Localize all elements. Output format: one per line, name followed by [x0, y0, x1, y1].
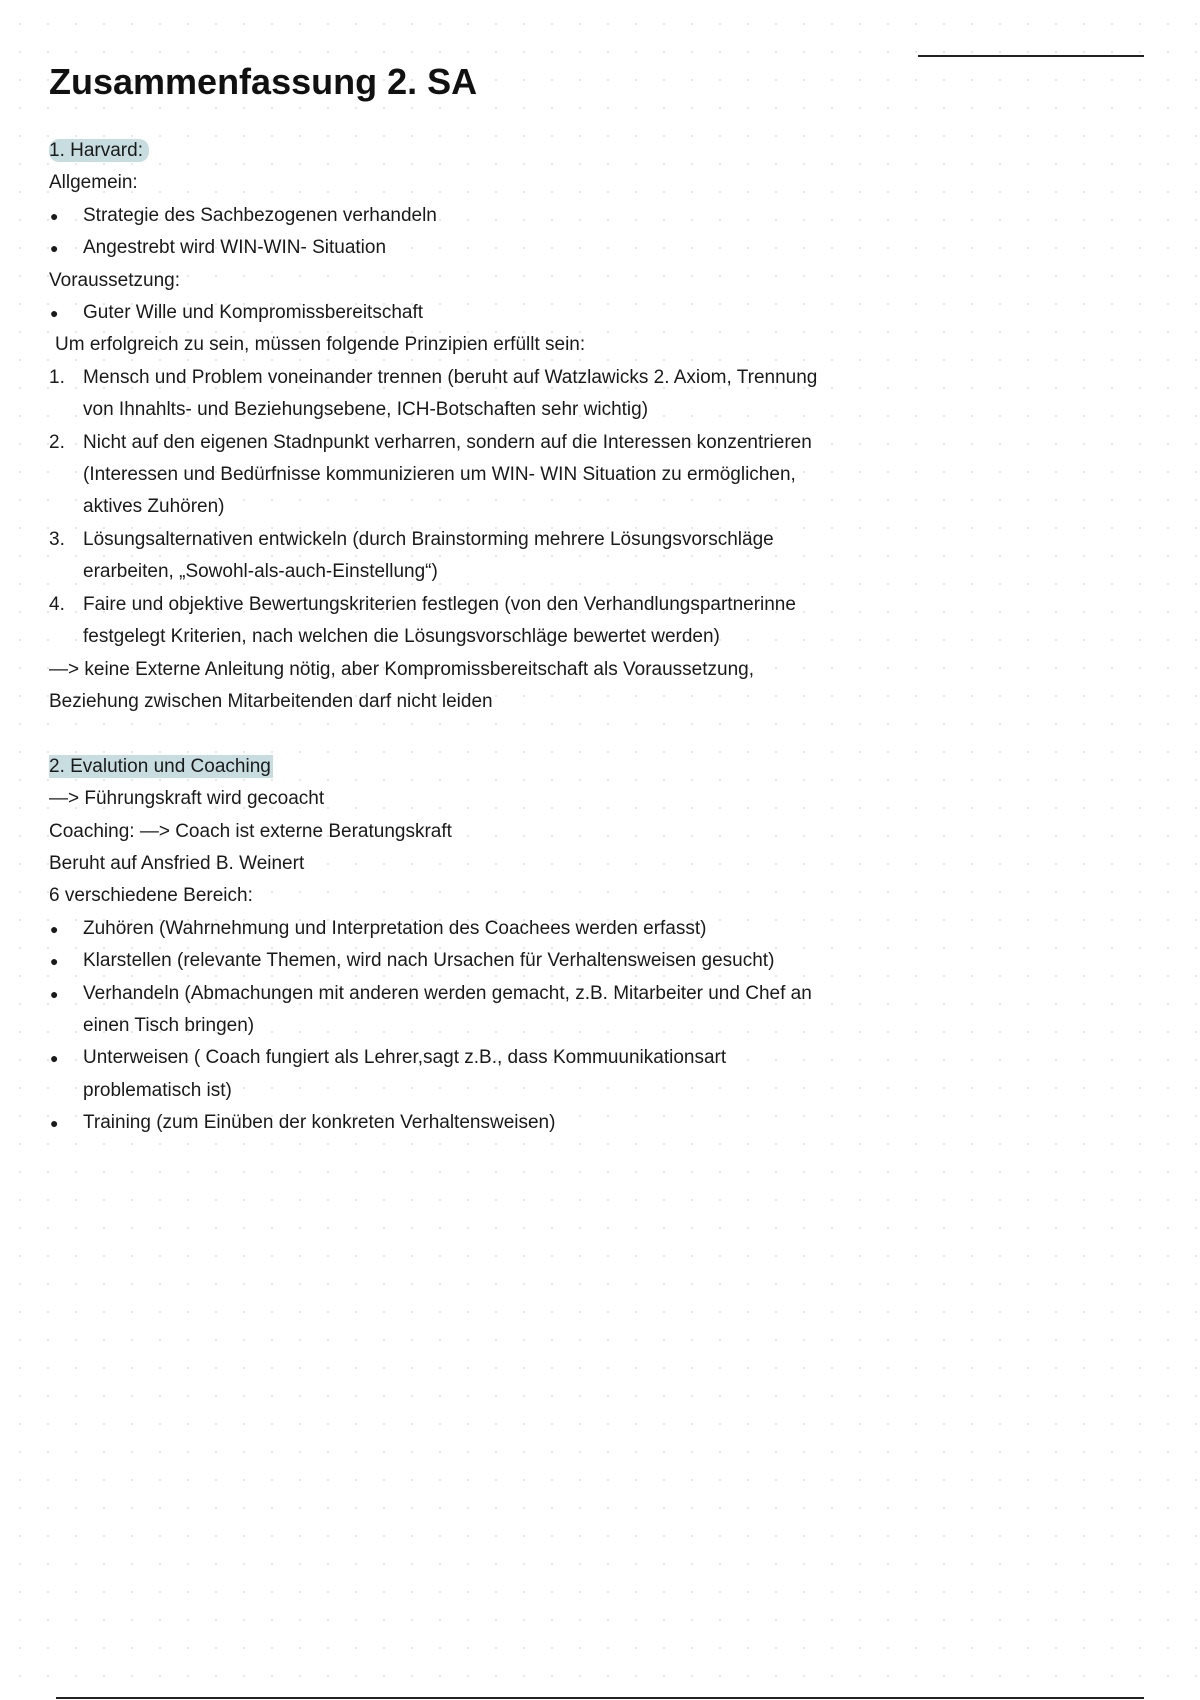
- item-line: erarbeiten, „Sowohl-als-auch-Einstellung“): [83, 561, 438, 583]
- highlight-coaching: 2. Evalution und Coaching: [49, 755, 271, 777]
- document-page: [49, 60, 909, 1140]
- item-line: Unterweisen ( Coach fungiert als Lehrer,sagt z.B., dass Kommuunikationsart: [83, 1047, 727, 1069]
- highlight-harvard: 1. Harvard:: [49, 139, 149, 162]
- bottom-divider: [56, 1697, 1144, 1699]
- bullet-item: [49, 978, 909, 1043]
- item-line: Verhandeln (Abmachungen mit anderen werden gemacht, z.B. Mitarbeiter und Chef an: [83, 982, 812, 1004]
- bullet-icon: ●: [50, 1115, 59, 1132]
- item-line: von Ihnahlts- und Beziehungsebene, ICH-Botschaften sehr wichtig): [83, 399, 649, 421]
- bullet-item: ● Strategie des Sachbezogenen verhandeln: [49, 200, 909, 232]
- bullet-item: ● Guter Wille und Kompromissbereitschaft: [49, 297, 909, 329]
- item-number: 1.: [49, 366, 65, 388]
- item-number: 2.: [49, 431, 65, 453]
- item-line: Klarstellen (relevante Themen, wird nach Ursachen für Verhaltensweisen gesucht): [83, 950, 775, 972]
- section-heading-coaching: [49, 751, 909, 783]
- text-line: Beruht auf Ansfried B. Weinert: [49, 852, 305, 874]
- conclusion-line: Beziehung zwischen Mitarbeitenden darf nicht leiden: [49, 690, 493, 712]
- item-line: Mensch und Problem voneinander trennen (beruht auf Watzlawicks 2. Axiom, Trennung: [83, 366, 818, 388]
- item-line: Faire und objektive Bewertungskriterien festlegen (von den Verhandlungspartnerinne: [83, 593, 796, 615]
- numbered-item: [49, 524, 909, 589]
- numbered-item: [49, 589, 909, 654]
- text-line: 6 verschiedene Bereich:: [49, 885, 253, 907]
- item-line: einen Tisch bringen): [83, 1014, 255, 1036]
- item-number: 4.: [49, 593, 65, 615]
- bullet-item: ● Angestrebt wird WIN-WIN- Situation: [49, 232, 909, 264]
- bullet-item: [49, 1107, 909, 1139]
- item-line: Lösungsalternativen entwickeln (durch Brainstorming mehrere Lösungsvorschläge: [83, 528, 774, 550]
- item-line: problematisch ist): [83, 1079, 232, 1101]
- bullet-icon: ●: [50, 240, 59, 257]
- prinzipien-intro: Um erfolgreich zu sein, müssen folgende Prinzipien erfüllt sein:: [55, 334, 586, 356]
- conclusion-line: —> keine Externe Anleitung nötig, aber Kompromissbereitschaft als Voraussetzung,: [49, 658, 754, 680]
- item-line: Training (zum Einüben der konkreten Verhaltensweisen): [83, 1112, 556, 1134]
- bullet-icon: ●: [50, 920, 59, 937]
- item-line: (Interessen und Bedürfnisse kommunizieren um WIN- WIN Situation zu ermöglichen,: [83, 464, 796, 486]
- document-body: [49, 135, 909, 1140]
- bullet-icon: ●: [50, 1050, 59, 1067]
- bullet-item: [49, 1042, 909, 1107]
- text-line: Coaching: —> Coach ist externe Beratungskraft: [49, 820, 452, 842]
- numbered-item: [49, 427, 909, 524]
- bullet-item: [49, 913, 909, 945]
- section-spacer: [49, 718, 909, 750]
- bullet-icon: ●: [50, 953, 59, 970]
- label-voraussetzung: Voraussetzung:: [49, 269, 180, 291]
- top-divider: [918, 55, 1144, 57]
- item-number: 3.: [49, 528, 65, 550]
- item-line: Zuhören (Wahrnehmung und Interpretation des Coachees werden erfasst): [83, 917, 707, 939]
- bullet-icon: ●: [50, 207, 59, 224]
- numbered-item: [49, 362, 909, 427]
- bullet-item: [49, 945, 909, 977]
- label-allgemein: Allgemein:: [49, 172, 138, 194]
- item-line: aktives Zuhören): [83, 496, 225, 518]
- text-line: —> Führungskraft wird gecoacht: [49, 788, 325, 810]
- item-line: Nicht auf den eigenen Stadnpunkt verharren, sondern auf die Interessen konzentrieren: [83, 431, 812, 453]
- item-line: festgelegt Kriterien, nach welchen die Lösungsvorschläge bewertet werden): [83, 626, 720, 648]
- bullet-icon: ●: [50, 305, 59, 322]
- section-heading-harvard: [49, 135, 909, 167]
- bullet-icon: ●: [50, 985, 59, 1002]
- document-title: Zusammenfassung 2. SA: [49, 61, 478, 102]
